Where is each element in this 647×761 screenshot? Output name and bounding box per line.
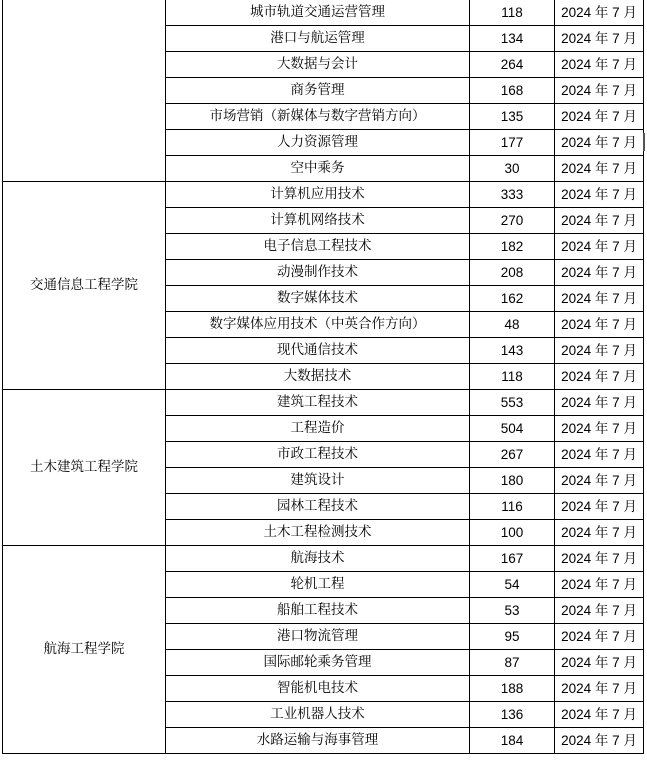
major-cell: 工程造价	[166, 416, 470, 442]
count-cell: 188	[470, 676, 555, 702]
major-cell: 动漫制作技术	[166, 260, 470, 286]
date-cell: 2024 年 7 月	[555, 676, 644, 702]
date-cell: 2024 年 7 月	[555, 468, 644, 494]
count-cell: 180	[470, 468, 555, 494]
major-cell: 计算机应用技术	[166, 182, 470, 208]
count-cell: 53	[470, 598, 555, 624]
date-cell: 2024 年 7 月	[555, 312, 644, 338]
major-cell: 建筑工程技术	[166, 390, 470, 416]
count-cell: 30	[470, 156, 555, 182]
major-cell: 市场营销（新媒体与数字营销方向）	[166, 104, 470, 130]
date-cell: 2024 年 7 月	[555, 156, 644, 182]
table-row	[3, 546, 644, 572]
count-cell: 95	[470, 624, 555, 650]
college-cell	[3, 0, 166, 182]
count-cell: 162	[470, 286, 555, 312]
major-cell: 大数据技术	[166, 364, 470, 390]
major-cell: 空中乘务	[166, 156, 470, 182]
count-cell: 87	[470, 650, 555, 676]
date-cell: 2024 年 7 月	[555, 130, 644, 156]
major-cell: 园林工程技术	[166, 494, 470, 520]
major-cell: 电子信息工程技术	[166, 234, 470, 260]
date-cell: 2024 年 7 月	[555, 234, 644, 260]
major-cell: 大数据与会计	[166, 52, 470, 78]
college-cell: 土木建筑工程学院	[3, 390, 166, 546]
date-cell: 2024 年 7 月	[555, 78, 644, 104]
count-cell: 208	[470, 260, 555, 286]
major-cell: 土木工程检测技术	[166, 520, 470, 546]
date-cell: 2024 年 7 月	[555, 702, 644, 728]
count-cell: 177	[470, 130, 555, 156]
count-cell: 116	[470, 494, 555, 520]
date-cell: 2024 年 7 月	[555, 546, 644, 572]
count-cell: 136	[470, 702, 555, 728]
major-cell: 水路运输与海事管理	[166, 728, 470, 754]
margin-mark	[643, 133, 645, 151]
date-cell: 2024 年 7 月	[555, 286, 644, 312]
count-cell: 267	[470, 442, 555, 468]
major-cell: 商务管理	[166, 78, 470, 104]
date-cell: 2024 年 7 月	[555, 572, 644, 598]
count-cell: 264	[470, 52, 555, 78]
date-cell: 2024 年 7 月	[555, 208, 644, 234]
date-cell: 2024 年 7 月	[555, 182, 644, 208]
date-cell: 2024 年 7 月	[555, 416, 644, 442]
major-cell: 港口物流管理	[166, 624, 470, 650]
date-cell: 2024 年 7 月	[555, 104, 644, 130]
count-cell: 168	[470, 78, 555, 104]
table-row	[3, 0, 644, 26]
date-cell: 2024 年 7 月	[555, 260, 644, 286]
count-cell: 118	[470, 364, 555, 390]
count-cell: 333	[470, 182, 555, 208]
date-cell: 2024 年 7 月	[555, 442, 644, 468]
date-cell: 2024 年 7 月	[555, 0, 644, 26]
major-cell: 现代通信技术	[166, 338, 470, 364]
major-cell: 智能机电技术	[166, 676, 470, 702]
major-cell: 港口与航运管理	[166, 26, 470, 52]
date-cell: 2024 年 7 月	[555, 520, 644, 546]
date-cell: 2024 年 7 月	[555, 624, 644, 650]
major-cell: 轮机工程	[166, 572, 470, 598]
major-cell: 人力资源管理	[166, 130, 470, 156]
count-cell: 270	[470, 208, 555, 234]
major-cell: 工业机器人技术	[166, 702, 470, 728]
date-cell: 2024 年 7 月	[555, 338, 644, 364]
college-cell: 航海工程学院	[3, 546, 166, 754]
major-cell: 计算机网络技术	[166, 208, 470, 234]
date-cell: 2024 年 7 月	[555, 364, 644, 390]
count-cell: 504	[470, 416, 555, 442]
date-cell: 2024 年 7 月	[555, 650, 644, 676]
date-cell: 2024 年 7 月	[555, 728, 644, 754]
date-cell: 2024 年 7 月	[555, 598, 644, 624]
count-cell: 100	[470, 520, 555, 546]
count-cell: 553	[470, 390, 555, 416]
date-cell: 2024 年 7 月	[555, 494, 644, 520]
count-cell: 182	[470, 234, 555, 260]
count-cell: 134	[470, 26, 555, 52]
table-row	[3, 390, 644, 416]
major-cell: 市政工程技术	[166, 442, 470, 468]
table-row	[3, 182, 644, 208]
enrollment-table	[2, 0, 644, 754]
count-cell: 135	[470, 104, 555, 130]
count-cell: 54	[470, 572, 555, 598]
date-cell: 2024 年 7 月	[555, 26, 644, 52]
major-cell: 船舶工程技术	[166, 598, 470, 624]
table-body	[3, 0, 644, 754]
count-cell: 48	[470, 312, 555, 338]
count-cell: 118	[470, 0, 555, 26]
major-cell: 城市轨道交通运营管理	[166, 0, 470, 26]
major-cell: 数字媒体应用技术（中英合作方向）	[166, 312, 470, 338]
count-cell: 184	[470, 728, 555, 754]
major-cell: 数字媒体技术	[166, 286, 470, 312]
major-cell: 航海技术	[166, 546, 470, 572]
major-cell: 国际邮轮乘务管理	[166, 650, 470, 676]
major-cell: 建筑设计	[166, 468, 470, 494]
count-cell: 167	[470, 546, 555, 572]
count-cell: 143	[470, 338, 555, 364]
date-cell: 2024 年 7 月	[555, 390, 644, 416]
date-cell: 2024 年 7 月	[555, 52, 644, 78]
college-cell: 交通信息工程学院	[3, 182, 166, 390]
